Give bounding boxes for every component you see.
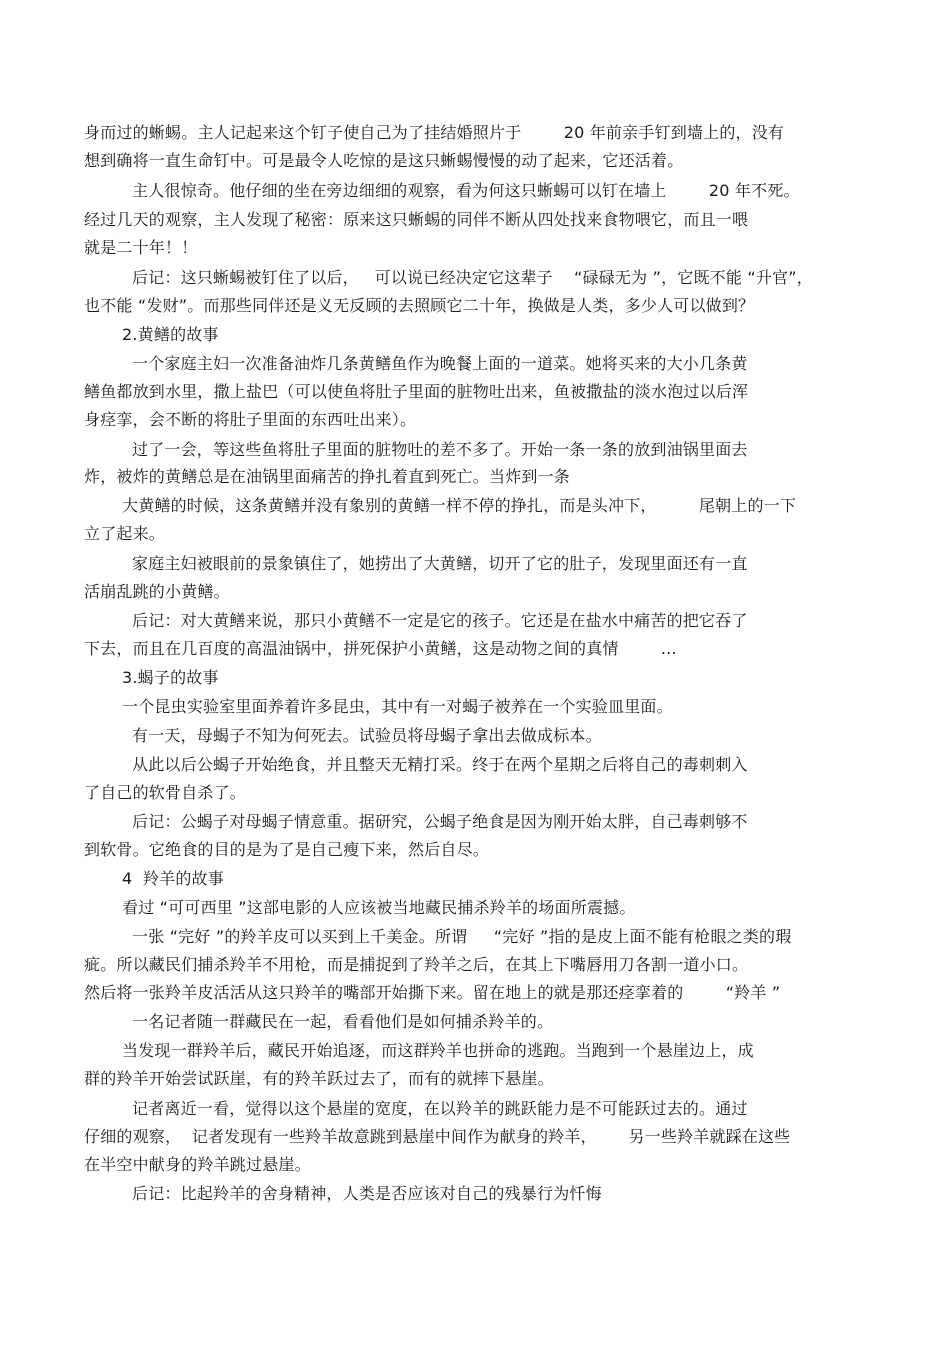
text-line: 然后将一张羚羊皮活活从这只羚羊的嘴部开始撕下来。留在地上的就是那还痉挛着的 “羚羊 ”	[84, 983, 781, 1002]
text-line: 看过 “可可西里 ”这部电影的人应该被当地藏民捕杀羚羊的场面所震撼。	[122, 898, 636, 917]
section-heading: 2.黄鳝的故事	[122, 325, 219, 344]
text-line: 在半空中献身的羚羊跳过悬崖。	[84, 1155, 311, 1174]
text-line: 一个家庭主妇一次准备油炸几条黄鳝鱼作为晚餐上面的一道菜。她将买来的大小几条黄	[132, 354, 748, 373]
text-line: 疵。所以藏民们捕杀羚羊不用枪，而是捕捉到了羚羊之后，在其上下嘴唇用刀各割一道小口。	[84, 955, 749, 974]
text-line: 经过几天的观察，主人发现了秘密：原来这只蜥蜴的同伴不断从四处找来食物喂它，而且一喂	[84, 210, 749, 229]
text-line: 后记：对大黄鳝来说，那只小黄鳝不一定是它的孩子。它还是在盐水中痛苦的把它吞了	[132, 611, 748, 630]
text-line: 下去，而且在几百度的高温油锅中，拼死保护小黄鳝，这是动物之间的真情 ...	[84, 639, 677, 658]
text-line: 当发现一群羚羊后，藏民开始追逐，而这群羚羊也拼命的逃跑。当跑到一个悬崖边上，成	[122, 1041, 754, 1060]
text-line: 身痉挛，会不断的将肚子里面的东西吐出来）。	[84, 410, 417, 429]
text-line: 了自己的软骨自杀了。	[84, 783, 247, 802]
text-line: 主人很惊奇。他仔细的坐在旁边细细的观察，看为何这只蜥蜴可以钉在墙上 20 年不死。	[132, 181, 800, 200]
text-line: 仔细的观察， 记者发现有一些羚羊故意跳到悬崖中间作为献身的羚羊， 另一些羚羊就踩在这些	[84, 1127, 791, 1146]
text-line: 群的羚羊开始尝试跃崖，有的羚羊跃过去了，而有的就摔下悬崖。	[84, 1069, 554, 1088]
text-line: 一张 “完好 ”的羚羊皮可以买到上千美金。所谓 “完好 ”指的是皮上面不能有枪眼之类的瑕	[132, 927, 792, 946]
text-line: 也不能 “发财”。而那些同伴还是义无反顾的去照顾它二十年，换做是人类，多少人可以做到？	[84, 296, 755, 315]
text-line: 有一天，母蝎子不知为何死去。试验员将母蝎子拿出去做成标本。	[132, 726, 602, 745]
text-line: 从此以后公蝎子开始绝食，并且整天无精打采。终于在两个星期之后将自己的毒刺刺入	[132, 755, 748, 774]
text-line: 一名记者随一群藏民在一起，看看他们是如何捕杀羚羊的。	[132, 1012, 554, 1031]
text-line: 后记：公蝎子对母蝎子情意重。据研究，公蝎子绝食是因为刚开始太胖，自己毒刺够不	[132, 812, 748, 831]
section-heading: 3.蝎子的故事	[122, 668, 219, 687]
text-line: 到软骨。它绝食的目的是为了是自己瘦下来，然后自尽。	[84, 840, 490, 859]
text-line: 过了一会，等这些鱼将肚子里面的脏物吐的差不多了。开始一条一条的放到油锅里面去	[132, 440, 748, 459]
text-line: 想到确将一直生命钉中。可是最令人吃惊的是这只蜥蜴慢慢的动了起来，它还活着。	[84, 151, 684, 170]
text-line: 大黄鳝的时候，这条黄鳝并没有象别的黄鳝一样不停的挣扎，而是头冲下， 尾朝上的一下	[122, 496, 797, 515]
text-line: 家庭主妇被眼前的景象镇住了，她捞出了大黄鳝，切开了它的肚子，发现里面还有一直	[132, 554, 748, 573]
text-line: 后记：这只蜥蜴被钉住了以后， 可以说已经决定它这辈子 “碌碌无为 ”，它既不能 “升官”，	[132, 268, 813, 287]
text-line: 一个昆虫实验室里面养着许多昆虫，其中有一对蝎子被养在一个实验皿里面。	[122, 697, 673, 716]
text-line: 立了起来。	[84, 524, 166, 543]
text-line: 炸，被炸的黄鳝总是在油锅里面痛苦的挣扎着直到死亡。当炸到一条	[84, 467, 571, 486]
text-line: 后记：比起羚羊的舍身精神，人类是否应该对自己的残暴行为忏悔	[132, 1184, 602, 1203]
text-line: 活崩乱跳的小黄鳝。	[84, 582, 230, 601]
text-line: 身而过的蜥蜴。主人记起来这个钉子使自己为了挂结婚照片于 20 年前亲手钉到墙上的，没有	[84, 123, 785, 142]
text-line: 记者离近一看，觉得以这个悬崖的宽度，在以羚羊的跳跃能力是不可能跃过去的。通过	[132, 1099, 748, 1118]
text-line: 就是二十年！！	[84, 238, 198, 257]
text-line: 鳝鱼都放到水里，撒上盐巴（可以使鱼将肚子里面的脏物吐出来，鱼被撒盐的淡水泡过以后浑	[84, 382, 749, 401]
section-heading: 4 羚羊的故事	[122, 869, 224, 888]
